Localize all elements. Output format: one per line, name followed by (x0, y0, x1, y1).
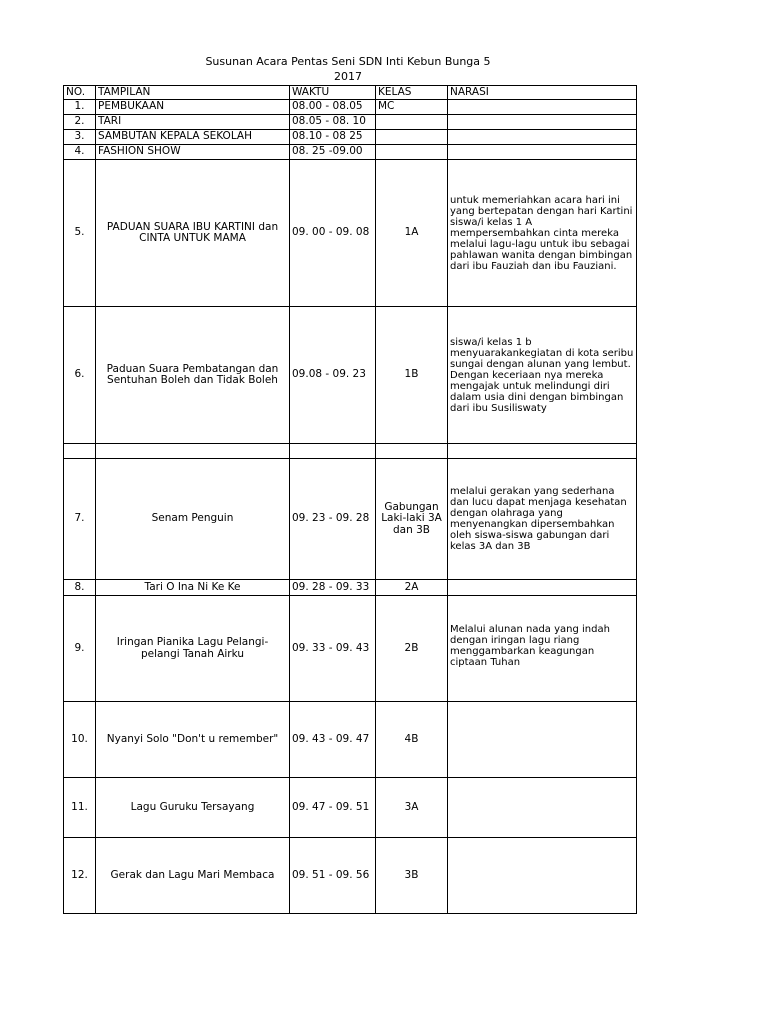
table-row (64, 596, 637, 702)
cell-narasi (448, 115, 637, 130)
cell-narasi (448, 130, 637, 145)
cell-kelas (376, 145, 448, 160)
cell-waktu: 08. 25 -09.00 (290, 145, 376, 160)
page-title: Susunan Acara Pentas Seni SDN Inti Kebun Bunga 5 (205, 55, 491, 68)
cell-tampilan: FASHION SHOW (96, 145, 290, 160)
cell-kelas: 2A (376, 580, 448, 596)
table-row (64, 100, 637, 115)
cell-narasi (448, 778, 637, 838)
table-row (64, 444, 637, 459)
cell-narasi: siswa/i kelas 1 b menyuarakankegiatan di kota seribu sungai dengan alunan yang lembut. Dengan keceriaan nya mereka mengajak untuk melindungi diri dalam usia dini dengan bimbingan dari ibu Susiliswaty (448, 307, 637, 444)
table-row (64, 307, 637, 444)
cell-tampilan: Iringan Pianika Lagu Pelangi-pelangi Tanah Airku (96, 596, 290, 702)
cell-tampilan: Nyanyi Solo "Don't u remember" (96, 702, 290, 778)
table-row (64, 115, 637, 130)
cell-narasi (448, 100, 637, 115)
cell-tampilan (96, 444, 290, 459)
cell-no: 2. (64, 115, 96, 130)
cell-no: 3. (64, 130, 96, 145)
cell-no: 7. (64, 459, 96, 580)
cell-no (64, 444, 96, 459)
cell-kelas (376, 444, 448, 459)
page-subtitle-year: 2017 (334, 70, 362, 83)
cell-tampilan: Lagu Guruku Tersayang (96, 778, 290, 838)
cell-waktu: 09.08 - 09. 23 (290, 307, 376, 444)
cell-no: 11. (64, 778, 96, 838)
cell-waktu: 08.00 - 08.05 (290, 100, 376, 115)
cell-tampilan: Paduan Suara Pembatangan dan Sentuhan Boleh dan Tidak Boleh (96, 307, 290, 444)
cell-waktu: 09. 33 - 09. 43 (290, 596, 376, 702)
cell-kelas: 3A (376, 778, 448, 838)
cell-waktu: 09. 23 - 09. 28 (290, 459, 376, 580)
header-waktu: WAKTU (290, 86, 376, 100)
cell-kelas: Gabungan Laki-laki 3A dan 3B (376, 459, 448, 580)
cell-kelas: 1B (376, 307, 448, 444)
cell-waktu: 09. 00 - 09. 08 (290, 160, 376, 307)
cell-narasi (448, 145, 637, 160)
cell-kelas: MC (376, 100, 448, 115)
header-narasi: NARASI (448, 86, 637, 100)
cell-kelas: 4B (376, 702, 448, 778)
cell-waktu: 09. 28 - 09. 33 (290, 580, 376, 596)
header-kelas: KELAS (376, 86, 448, 100)
cell-narasi (448, 444, 637, 459)
table-row (64, 130, 637, 145)
cell-kelas: 2B (376, 596, 448, 702)
cell-tampilan: Tari O Ina Ni Ke Ke (96, 580, 290, 596)
table-row (64, 145, 637, 160)
cell-waktu: 09. 51 - 09. 56 (290, 838, 376, 914)
cell-narasi (448, 838, 637, 914)
table-row (64, 838, 637, 914)
header-no: NO. (64, 86, 96, 100)
cell-narasi (448, 580, 637, 596)
cell-no: 1. (64, 100, 96, 115)
cell-waktu (290, 444, 376, 459)
table-row (64, 160, 637, 307)
cell-no: 9. (64, 596, 96, 702)
cell-kelas: 1A (376, 160, 448, 307)
cell-tampilan: PADUAN SUARA IBU KARTINI dan CINTA UNTUK MAMA (96, 160, 290, 307)
cell-tampilan: PEMBUKAAN (96, 100, 290, 115)
cell-tampilan: SAMBUTAN KEPALA SEKOLAH (96, 130, 290, 145)
cell-tampilan: Gerak dan Lagu Mari Membaca (96, 838, 290, 914)
cell-no: 5. (64, 160, 96, 307)
cell-no: 6. (64, 307, 96, 444)
cell-waktu: 08.10 - 08 25 (290, 130, 376, 145)
cell-no: 10. (64, 702, 96, 778)
cell-narasi: melalui gerakan yang sederhana dan lucu dapat menjaga kesehatan dengan olahraga yang menyenangkan dipersembahkan oleh siswa-siswa gabungan dari kelas 3A dan 3B (448, 459, 637, 580)
cell-narasi (448, 702, 637, 778)
cell-narasi: untuk memeriahkan acara hari ini yang bertepatan dengan hari Kartini siswa/i kelas 1 A mempersembahkan cinta mereka melalui lagu-lagu untuk ibu sebagai pahlawan wanita dengan bimbingan dari ibu Fauziah dan ibu Fauziani. (448, 160, 637, 307)
cell-waktu: 09. 47 - 09. 51 (290, 778, 376, 838)
cell-narasi: Melalui alunan nada yang indah dengan iringan lagu riang menggambarkan keagungan ciptaan Tuhan (448, 596, 637, 702)
cell-waktu: 08.05 - 08. 10 (290, 115, 376, 130)
cell-tampilan: TARI (96, 115, 290, 130)
table-row (64, 778, 637, 838)
cell-kelas (376, 130, 448, 145)
table-header-row (64, 86, 637, 100)
cell-kelas (376, 115, 448, 130)
cell-no: 4. (64, 145, 96, 160)
cell-kelas: 3B (376, 838, 448, 914)
cell-no: 8. (64, 580, 96, 596)
cell-waktu: 09. 43 - 09. 47 (290, 702, 376, 778)
table-row (64, 702, 637, 778)
table-row (64, 580, 637, 596)
header-tampilan: TAMPILAN (96, 86, 290, 100)
cell-no: 12. (64, 838, 96, 914)
schedule-table (63, 85, 637, 914)
table-row (64, 459, 637, 580)
cell-tampilan: Senam Penguin (96, 459, 290, 580)
